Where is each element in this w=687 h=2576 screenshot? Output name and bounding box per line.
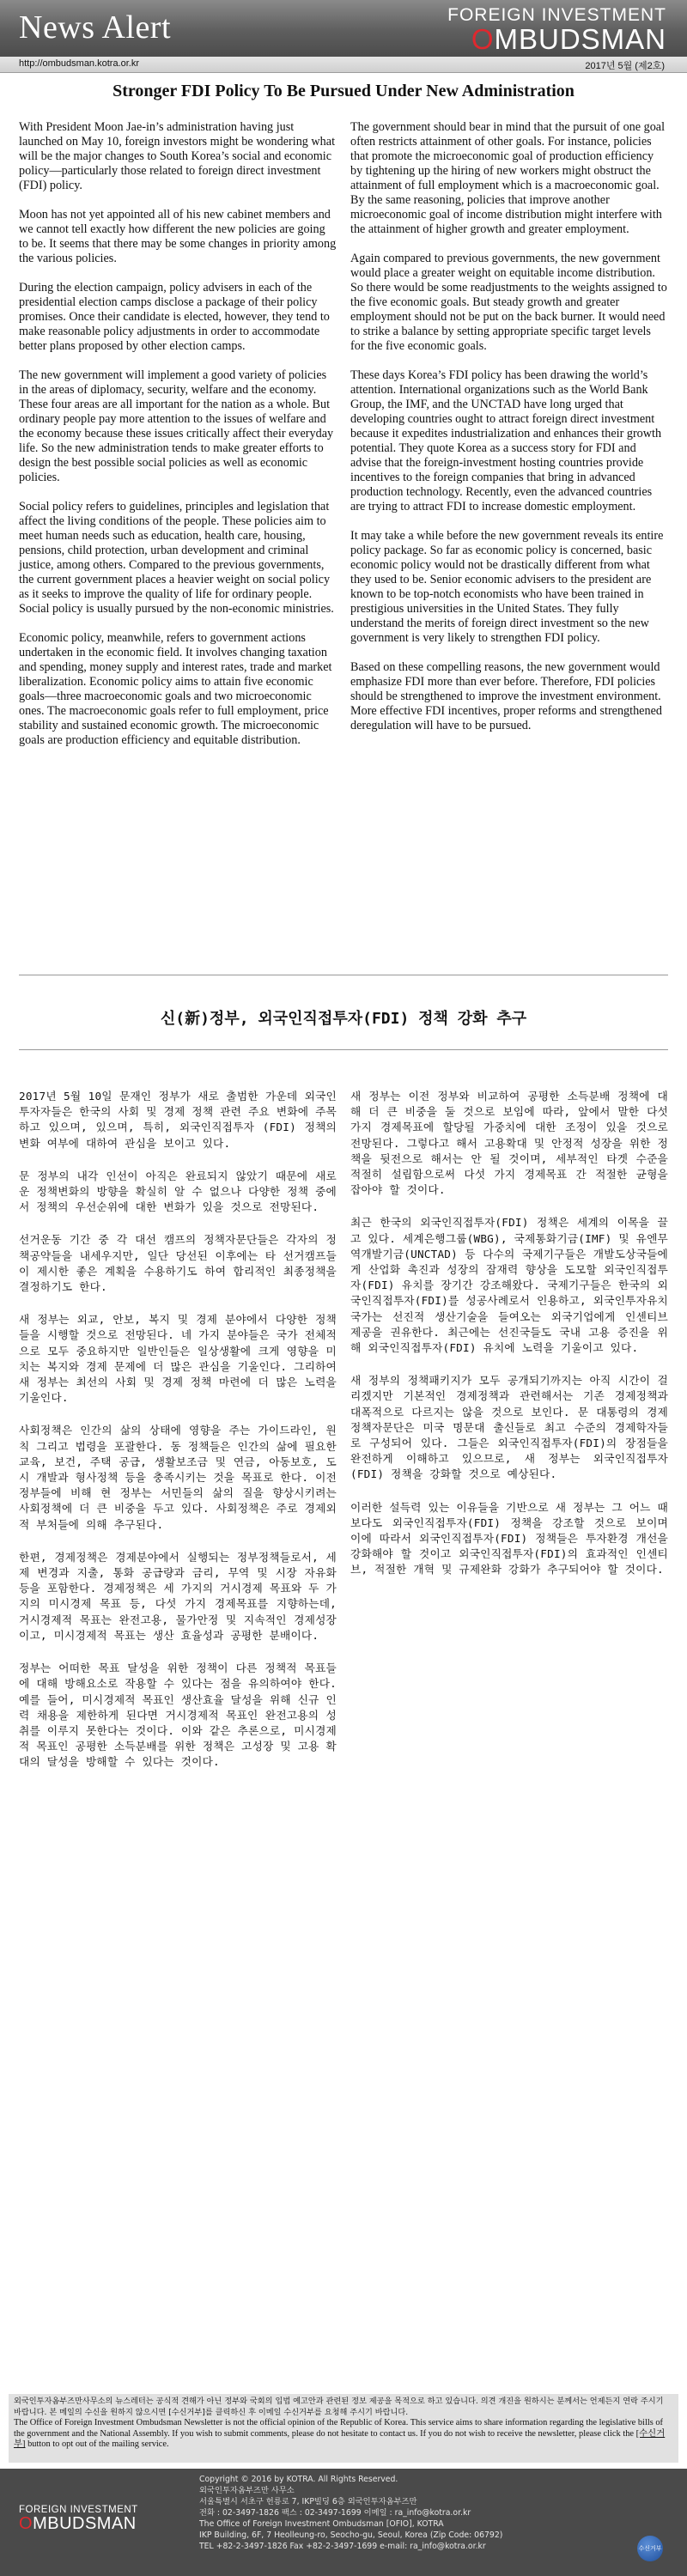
section-divider	[19, 1049, 668, 1050]
opt-out-link[interactable]: [수신거부]	[14, 2428, 666, 2450]
english-paragraph: With President Moon Jae-in’s administration having just launched on May 10, foreign investors might be wondering what will be the major changes to South Korea’s social and economic policy—particularly those related to foreign direct investment (FDI) policy.	[19, 120, 336, 192]
footer-contact-info	[199, 2474, 603, 2552]
issue-date: 2017년 5월 (제2호)	[585, 61, 665, 71]
footer-phone-english: TEL +82-2-3497-1826 Fax +82-2-3497-1699 e-mail: ra_info@kotra.or.kr	[199, 2542, 486, 2551]
english-article-title: Stronger FDI Policy To Be Pursued Under New Administration	[112, 82, 575, 100]
footer-org-korean: 외국인투자옴부즈만 사무소	[199, 2486, 295, 2495]
notice-english	[14, 2418, 673, 2451]
english-paragraph: It may take a while before the new government reveals its entire policy package. So far as economic policy is concerned, basic economic policy would not be drastically different from what they used to be. Senior economic advisers to the president are known to be top-notch economists who have been trained in prestigious universities in the United States. They fully understand the merits of foreign direct investment so the new government is very likely to strengthen FDI policy.	[350, 529, 664, 645]
korean-paragraph: 이러한 설득력 있는 이유들을 기반으로 새 정부는 그 어느 때보다도 외국인직접투자(FDI) 정책을 강조할 것으로 보이며 이에 따라서 외국인직접투자(FDI) 정책들은 투자환경 개선을 강화해야 할 것이고 외국인직접투자(FDI)의 효과적인 인센티브, 적절한 개혁 및 규제완화 강화가 추구되어야 할 것이다.	[350, 1500, 668, 1577]
brand-logo-rest: MBUDSMAN	[494, 23, 666, 55]
english-paragraph: The government should bear in mind that the pursuit of one goal often restricts attainment of other goals. For instance, policies that promote the microeconomic goal of production efficiency by tightening up the hiring of new workers might obstruct the attainment of full employment which is a macroeconomic goal. By the same reasoning, policies that improve another microeconomic goal of income distribution might interfere with the attainment of higher growth and greater employment.	[350, 120, 666, 236]
korean-paragraph: 정부는 어떠한 목표 달성을 위한 정책이 다른 정책적 목표들에 대해 방해요소로 작용할 수 있다는 점을 유의하여야 한다. 예를 들어, 미시경제적 목표인 생산효율 달성을 위해 신규 인력 채용을 제한하게 된다면 거시경제적 목표인 완전고용의 성취를 이루지 못한다는 것이다. 이와 같은 추론으로, 미시경제적 목표인 공평한 소득분배를 위한 정책은 고성장 및 고용 확대의 달성을 방해할 수 있다는 것이다.	[19, 1662, 337, 1769]
footer-logo-top: FOREIGN INVESTMENT	[19, 2505, 138, 2515]
korean-paragraph: 새 정부는 외교, 안보, 복지 및 경제 분야에서 다양한 정책들을 시행할 것으로 전망된다. 네 가지 분야들은 국가 전체적으로 모두 중요하지만 일반인들은 일상생활에 크게 영향을 미치는 복지와 경제 문제에 더 많은 관심을 기울인다. 그리하여 새 정부는 최선의 사회 및 경제 정책 마련에 더 많은 노력을 기울인다.	[19, 1313, 337, 1405]
footer-logo-rest: MBUDSMAN	[33, 2514, 137, 2533]
english-paragraph: The new government will implement a good variety of policies in the areas of diplomacy, security, welfare and the economy. These four areas are all important for the nation as a whole. But ordinary people pay more attention to the issues of welfare and the economy because these issues critically affect their everyday life. So the new administration tends to make greater efforts to design the best possible social policies as well as economic policies.	[19, 368, 334, 484]
notice-english-tail: button to opt out of the mailing service.	[27, 2439, 169, 2450]
korean-paragraph: 최근 한국의 외국인직접투자(FDI) 정책은 세계의 이목을 끌고 있다. 세계은행그룹(WBG), 국제통화기금(IMF) 및 유엔무역개발기금(UNCTAD) 등 다수의 국제기구들은 개발도상국들에게 산업화 촉진과 성장의 잠재력 향상을 도모할 외국인직접투자(FDI) 유치를 장기간 강조해왔다. 국제기구들은 한국의 외국인직접투자(FDI)를 성공사례로서 인용하고, 외국인투자유치 국가는 선진적 생산기술을 들여오는 외국기업에게 인센티브 제공을 권유한다. 최근에는 선진국들도 국내 고용 증진을 위해 외국인직접투자(FDI) 유치에 노력을 기울이고 있다.	[350, 1216, 668, 1355]
brand-logo-bottom	[447, 25, 666, 54]
url-bar	[0, 57, 687, 73]
footer-copyright: Copyright © 2016 by KOTRA. All Rights Reserved.	[199, 2475, 398, 2484]
footer	[0, 2469, 687, 2576]
korean-right-column	[350, 1089, 668, 1788]
english-article-body	[19, 120, 668, 762]
korean-paragraph: 2017년 5월 10일 문재인 정부가 새로 출범한 가운데 외국인 투자자들은 한국의 사회 및 경제 정책 관련 주요 변화에 주목하고 있으며, 있으며, 특히, 외국인직접투자 (FDI) 정책의 변화 여부에 대하여 관심을 보이고 있다.	[19, 1090, 337, 1150]
unsubscribe-button[interactable]: 수신거부	[637, 2536, 663, 2561]
english-right-column	[350, 120, 668, 762]
notice-korean: 외국인투자옴부즈만사무소의 뉴스레터는 공식적 견해가 아닌 정부와 국회의 입법 예고안과 관련된 정보 제공을 목적으로 하고 있습니다. 의견 개진을 원하시는 분께서는 언제든지 연락 주시기 바랍니다. 본 메일의 수신을 원하지 않으시면 [수신거부]를 클릭하신 후 이메일 수신거부를 요청해 주시기 바랍니다.	[14, 2397, 664, 2417]
english-paragraph: During the election campaign, policy advisers in each of the presidential election camps disclose a package of their policy promises. Once their candidate is elected, however, they tend to make reasonable policy adjustments in order to accommodate better plans proposed by other election camps.	[19, 281, 330, 353]
footer-logo-bottom	[19, 2515, 138, 2532]
footer-phone-korean: 전화 : 02-3497-1826 팩스 : 02-3497-1699 이메일 : ra_info@kotra.or.kr	[199, 2508, 471, 2518]
footer-org-english: The Office of Foreign Investment Ombudsman [OFIO], KOTRA	[199, 2519, 444, 2529]
english-paragraph: Moon has not yet appointed all of his new cabinet members and we cannot tell exactly how different the new policies are going to be. It seems that there may be some changes in priority among the various policies.	[19, 208, 337, 265]
korean-paragraph: 새 정부는 이전 정부와 비교하여 공평한 소득분배 정책에 대해 더 큰 비중을 둘 것으로 보임에 따라, 앞에서 말한 다섯 가지 경제목표에 할당될 가중치에 대한 조정이 있을 것으로 전망된다. 그렇다고 해서 고용확대 및 안정적 성장을 위한 정책을 뒷전으로 해서는 안 될 것이며, 세부적인 타겟 수준을 적절히 설립함으로써 다섯 가지 경제목표 간 적절한 균형을 잡아야 할 것이다.	[350, 1090, 668, 1197]
brand-logo-top: FOREIGN INVESTMENT	[447, 5, 666, 25]
notice-english-text: The Office of Foreign Investment Ombudsman Newsletter is not the official opinion of the Republic of Korea. This service aims to share information regarding the legislative bills of the government and the National Assembly. If you wish to submit comments, please do not hesitate to contact us. If you do not wish to receive the newsletter, please click the	[14, 2418, 664, 2439]
english-paragraph: These days Korea’s FDI policy has been drawing the world’s attention. International organizations such as the World Bank Group, the IMF, and the UNCTAD have long urged that developing countries ought to attract foreign direct investment because it expedites industrialization and enhances their growth potential. They quote Korea as a success story for FDI and advise that the foreign-investment hosting countries provide incentives to the foreign companies that bring in advanced production technology. Recently, even the advanced countries are trying to attract FDI to increase domestic employment.	[350, 368, 662, 513]
english-paragraph: Economic policy, meanwhile, refers to government actions undertaken in the economic field. It involves changing taxation and spending, money supply and interest rates, trade and market liberalization. Economic policy aims to attain five economic goals—three macroeconomic goals and two microeconomic ones. The macroeconomic goals refer to full employment, price stability and sustained economic growth. The microeconomic goals are production efficiency and equitable distribution.	[19, 631, 332, 747]
english-paragraph: Social policy refers to guidelines, principles and legislation that affect the living conditions of the people. These policies aim to meet human needs such as education, health care, housing, pensions, child protection, urban development and criminal justice, among others. Compared to the previous governments, the current government places a heavier weight on social policy as it seeks to improve the quality of life for ordinary people. Social policy is usually pursued by the non-economic ministries.	[19, 500, 334, 616]
english-left-column	[19, 120, 337, 762]
korean-paragraph: 한편, 경제정책은 경제분야에서 실행되는 정부정책들로서, 세제 변경과 지출, 통화 공급량과 금리, 무역 및 시장 자유화 등을 포함한다. 경제정책은 세 가지의 거시경제 목표와 두 가지의 미시경제 목표 등, 다섯 가지 경제목표를 지향하는데, 거시경제적 목표는 완전고용, 물가안정 및 지속적인 경제성장이고, 미시경제적 목표는 생산 효율성과 공평한 분배이다.	[19, 1550, 337, 1642]
english-paragraph: Again compared to previous governments, the new government would place a greater weight on equitable income distribution. So there would be some readjustments to the weights assigned to the five economic goals. But steady growth and greater employment should not be put on the back burner. It would need to strike a balance by setting appropriate specific target levels for the five economic goals.	[350, 252, 667, 353]
news-alert-title: News Alert	[19, 9, 172, 46]
korean-paragraph: 새 정부의 정책패키지가 모두 공개되기까지는 아직 시간이 걸리겠지만 기본적인 경제정책과 관련해서는 기존 경제정책과 대폭적으로 다르지는 않을 것으로 보인다. 문 대통령의 경제정책자문단은 미국 명문대 출신들로 최고 수준의 경제학자들로 구성되어 있다. 그들은 외국인직접투자(FDI)의 장점들을 완전하게 이해하고 있으므로, 새 정부는 외국인직접투자(FDI) 정책을 강화할 것으로 예상된다.	[350, 1374, 668, 1481]
footer-address-english: IKP Building, 6F, 7 Heolleung-ro, Seocho-gu, Seoul, Korea (Zip Code: 06792)	[199, 2530, 503, 2540]
site-url-link[interactable]: http://ombudsman.kotra.or.kr	[19, 58, 140, 69]
footer-logo	[19, 2505, 138, 2532]
korean-article-title: 신(新)정부, 외국인직접투자(FDI) 정책 강화 추구	[160, 1010, 527, 1028]
brand-logo	[447, 5, 666, 54]
korean-left-column	[19, 1089, 337, 1788]
newsletter-notice	[9, 2394, 678, 2463]
korean-paragraph: 사회정책은 인간의 삶의 상태에 영향을 주는 가이드라인, 원칙 그리고 법령을 포괄한다. 동 정책들은 인간의 삶에 필요한 교육, 보건, 주택 공급, 생활보조금 및 연금, 아동보호, 도시 개발과 형사정책 등을 충족시키는 것을 목표로 한다. 이전 정부들에 비해 현 정부는 서민들의 삶의 질을 향상시키려는 사회정책에 더 큰 비중을 두고 있다. 사회정책은 주로 경제외적 부처들에 의해 추구된다.	[19, 1424, 337, 1531]
header-banner	[0, 0, 687, 57]
korean-paragraph: 선거운동 기간 중 각 대선 캠프의 정책자문단들은 각자의 정책공약들을 내세우지만, 일단 당선된 이후에는 타 선거캠프들이 제시한 좋은 계획을 수용하기도 하여 합리적인 최종정책을 결정하기도 한다.	[19, 1233, 337, 1294]
footer-address-korean: 서울특별시 서초구 헌릉로 7, IKP빌딩 6층 외국인투자옴부즈만	[199, 2497, 417, 2506]
korean-article-body	[19, 1089, 668, 1788]
korean-paragraph: 문 정부의 내각 인선이 아직은 완료되지 않았기 때문에 새로운 정책변화의 방향을 확실히 알 수 없으나 다양한 정책 중에서 정책의 우선순위에 대한 변화가 있을 것으로 전망된다.	[19, 1169, 337, 1214]
english-paragraph: Based on these compelling reasons, the new government would emphasize FDI more than ever before. Therefore, FDI policies should be strengthened to improve the investment environment. More effective FDI incentives, proper reforms and strengthened deregulation will have to be pursued.	[350, 660, 662, 732]
footer-logo-o: O	[19, 2514, 33, 2533]
brand-logo-o: O	[471, 23, 495, 55]
